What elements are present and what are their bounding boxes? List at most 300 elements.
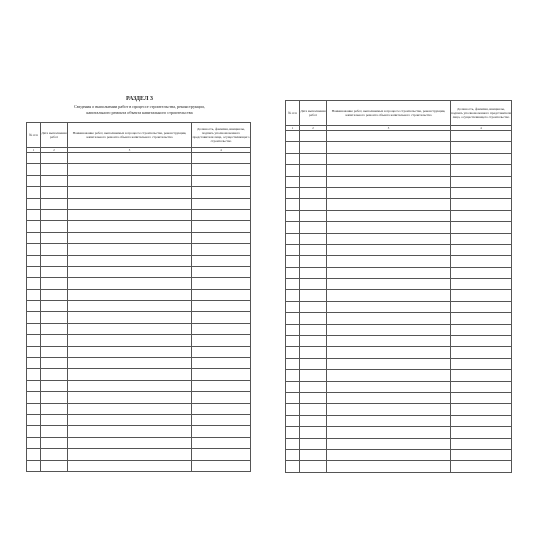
table-cell: [192, 346, 251, 357]
table-cell: [27, 255, 41, 266]
table-cell: [68, 198, 192, 209]
table-cell: [327, 244, 451, 255]
table-cell: [41, 369, 68, 380]
table-row: [27, 392, 251, 403]
table-row: [286, 131, 512, 142]
table-cell: [41, 289, 68, 300]
table-cell: [327, 187, 451, 198]
table-cell: [192, 392, 251, 403]
table-row: [27, 209, 251, 220]
header-work-name: Наименование работ, выполняемых в процессе строительства, реконструкции, капитального ремонта объекта капитального строительства: [68, 123, 192, 148]
table-cell: [451, 244, 512, 255]
table-cell: [300, 153, 327, 164]
table-cell: [27, 449, 41, 460]
table-cell: [451, 461, 512, 472]
table-cell: [451, 142, 512, 153]
table-row: [286, 210, 512, 221]
table-cell: [286, 153, 300, 164]
table-cell: [192, 312, 251, 323]
table-cell: [192, 437, 251, 448]
table-cell: [286, 176, 300, 187]
table-cell: [192, 153, 251, 164]
table-cell: [451, 153, 512, 164]
table-cell: [27, 198, 41, 209]
table-cell: [300, 449, 327, 460]
table-cell: [327, 153, 451, 164]
table-row: [27, 198, 251, 209]
table-cell: [192, 266, 251, 277]
table-row: [286, 392, 512, 403]
table-cell: [41, 403, 68, 414]
table-cell: [27, 414, 41, 425]
table-cell: [192, 255, 251, 266]
table-cell: [300, 199, 327, 210]
table-cell: [300, 301, 327, 312]
table-cell: [300, 415, 327, 426]
table-cell: [27, 358, 41, 369]
table-cell: [327, 381, 451, 392]
table-row: [286, 165, 512, 176]
table-cell: [41, 335, 68, 346]
table-cell: [327, 404, 451, 415]
table-cell: [451, 176, 512, 187]
table-cell: [41, 164, 68, 175]
table-cell: [192, 380, 251, 391]
table-cell: [451, 267, 512, 278]
table-cell: [27, 403, 41, 414]
works-table-left: [26, 122, 251, 472]
table-row: [27, 358, 251, 369]
table-header-row: [286, 101, 512, 126]
table-cell: [300, 176, 327, 187]
table-row: [286, 233, 512, 244]
table-cell: [300, 131, 327, 142]
section-subtitle-line-2: капитального ремонта объекта капитального строительства: [86, 109, 193, 115]
table-cell: [41, 358, 68, 369]
table-row: [27, 437, 251, 448]
table-cell: [68, 289, 192, 300]
table-cell: [451, 131, 512, 142]
table-cell: [300, 461, 327, 472]
table-row: [286, 347, 512, 358]
table-cell: [41, 312, 68, 323]
table-cell: [451, 222, 512, 233]
table-cell: [68, 335, 192, 346]
table-cell: [68, 358, 192, 369]
table-cell: [286, 267, 300, 278]
table-cell: [41, 198, 68, 209]
table-cell: [300, 381, 327, 392]
table-cell: [41, 175, 68, 186]
table-cell: [327, 131, 451, 142]
table-cell: [192, 244, 251, 255]
table-cell: [451, 438, 512, 449]
table-row: [286, 142, 512, 153]
table-row: [27, 460, 251, 471]
table-row: [286, 279, 512, 290]
table-cell: [41, 266, 68, 277]
table-row: [27, 255, 251, 266]
table-cell: [300, 427, 327, 438]
table-cell: [68, 266, 192, 277]
table-cell: [451, 347, 512, 358]
table-cell: [286, 165, 300, 176]
table-cell: [327, 438, 451, 449]
table-cell: [327, 427, 451, 438]
table-cell: [327, 142, 451, 153]
table-cell: [41, 244, 68, 255]
table-cell: [286, 392, 300, 403]
table-row: [286, 244, 512, 255]
table-cell: [41, 153, 68, 164]
table-cell: [41, 392, 68, 403]
table-cell: [286, 210, 300, 221]
table-cell: [27, 380, 41, 391]
table-cell: [27, 426, 41, 437]
table-cell: [300, 210, 327, 221]
table-cell: [27, 335, 41, 346]
table-cell: [451, 165, 512, 176]
table-row: [286, 415, 512, 426]
table-cell: [27, 392, 41, 403]
table-row: [286, 404, 512, 415]
table-cell: [41, 278, 68, 289]
table-cell: [327, 301, 451, 312]
column-number: 2: [300, 126, 327, 131]
table-cell: [68, 426, 192, 437]
table-cell: [300, 290, 327, 301]
header-date: Дата выполнения работ: [41, 123, 68, 148]
table-cell: [327, 324, 451, 335]
table-cell: [68, 369, 192, 380]
table-cell: [192, 278, 251, 289]
table-cell: [27, 278, 41, 289]
table-cell: [192, 460, 251, 471]
table-cell: [68, 380, 192, 391]
header-signature: Должность, фамилия, инициалы, подпись уполномоченного представителя лица, осуществляющего строительство: [192, 123, 251, 148]
column-number: 3: [327, 126, 451, 131]
table-cell: [300, 324, 327, 335]
table-cell: [286, 222, 300, 233]
table-cell: [41, 346, 68, 357]
table-row: [27, 414, 251, 425]
table-row: [286, 199, 512, 210]
table-cell: [451, 256, 512, 267]
table-cell: [192, 289, 251, 300]
table-cell: [68, 403, 192, 414]
table-cell: [68, 346, 192, 357]
table-cell: [68, 209, 192, 220]
table-cell: [286, 404, 300, 415]
table-cell: [286, 233, 300, 244]
header-work-name: Наименование работ, выполняемых в процессе строительства, реконструкции, капитального ремонта объекта капитального строительства: [327, 101, 451, 126]
table-cell: [41, 437, 68, 448]
table-cell: [300, 313, 327, 324]
table-cell: [451, 301, 512, 312]
table-cell: [192, 358, 251, 369]
table-cell: [286, 244, 300, 255]
table-cell: [327, 199, 451, 210]
table-cell: [68, 221, 192, 232]
table-cell: [300, 347, 327, 358]
table-cell: [192, 335, 251, 346]
table-cell: [286, 142, 300, 153]
table-row: [27, 244, 251, 255]
table-cell: [41, 232, 68, 243]
table-cell: [327, 392, 451, 403]
journal-page-left: [22, 96, 257, 441]
table-cell: [327, 176, 451, 187]
journal-page-right: [283, 100, 514, 441]
table-cell: [451, 187, 512, 198]
column-number: 3: [68, 148, 192, 153]
table-cell: [327, 210, 451, 221]
table-cell: [41, 449, 68, 460]
table-cell: [27, 266, 41, 277]
table-cell: [300, 165, 327, 176]
section-title: РАЗДЕЛ 3: [126, 96, 153, 102]
table-cell: [192, 301, 251, 312]
table-row: [286, 427, 512, 438]
table-cell: [68, 278, 192, 289]
header-number: № п/п: [27, 123, 41, 148]
table-cell: [451, 449, 512, 460]
table-cell: [27, 437, 41, 448]
table-cell: [286, 347, 300, 358]
table-row: [286, 187, 512, 198]
table-cell: [451, 358, 512, 369]
table-cell: [286, 438, 300, 449]
table-cell: [451, 381, 512, 392]
table-cell: [68, 255, 192, 266]
table-cell: [27, 232, 41, 243]
table-cell: [286, 131, 300, 142]
table-cell: [192, 164, 251, 175]
table-row: [27, 380, 251, 391]
table-cell: [286, 313, 300, 324]
table-cell: [300, 142, 327, 153]
table-cell: [192, 198, 251, 209]
table-row: [286, 438, 512, 449]
table-cell: [27, 209, 41, 220]
table-row: [286, 381, 512, 392]
table-row: [27, 426, 251, 437]
table-cell: [27, 323, 41, 334]
table-cell: [192, 175, 251, 186]
table-cell: [300, 370, 327, 381]
table-cell: [300, 279, 327, 290]
table-cell: [68, 437, 192, 448]
table-cell: [327, 449, 451, 460]
table-row: [286, 449, 512, 460]
table-row: [27, 323, 251, 334]
table-row: [286, 336, 512, 347]
column-number: 2: [41, 148, 68, 153]
table-cell: [286, 279, 300, 290]
table-cell: [41, 323, 68, 334]
table-cell: [300, 358, 327, 369]
table-cell: [27, 244, 41, 255]
table-cell: [192, 323, 251, 334]
table-row: [27, 266, 251, 277]
table-cell: [41, 187, 68, 198]
table-row: [27, 403, 251, 414]
table-row: [286, 324, 512, 335]
table-cell: [451, 370, 512, 381]
table-cell: [300, 222, 327, 233]
table-cell: [327, 279, 451, 290]
table-cell: [41, 380, 68, 391]
table-row: [286, 313, 512, 324]
table-cell: [68, 460, 192, 471]
table-cell: [300, 233, 327, 244]
table-cell: [27, 460, 41, 471]
table-cell: [451, 336, 512, 347]
works-table-right: [285, 100, 512, 473]
table-row: [27, 221, 251, 232]
table-cell: [27, 369, 41, 380]
table-cell: [286, 336, 300, 347]
table-cell: [327, 336, 451, 347]
table-cell: [27, 187, 41, 198]
table-row: [27, 346, 251, 357]
table-cell: [192, 403, 251, 414]
table-cell: [68, 187, 192, 198]
table-cell: [286, 301, 300, 312]
table-row: [27, 187, 251, 198]
section-subtitle: [22, 104, 257, 115]
table-cell: [327, 165, 451, 176]
table-row: [27, 312, 251, 323]
table-cell: [68, 244, 192, 255]
table-header-row: [27, 123, 251, 148]
table-cell: [41, 414, 68, 425]
table-cell: [327, 256, 451, 267]
table-cell: [286, 415, 300, 426]
table-cell: [451, 415, 512, 426]
table-cell: [192, 449, 251, 460]
table-cell: [300, 404, 327, 415]
table-row: [27, 153, 251, 164]
header-number: № п/п: [286, 101, 300, 126]
table-cell: [68, 164, 192, 175]
table-cell: [286, 199, 300, 210]
table-cell: [68, 323, 192, 334]
table-cell: [286, 358, 300, 369]
table-cell: [300, 336, 327, 347]
table-cell: [327, 267, 451, 278]
table-cell: [451, 427, 512, 438]
table-cell: [27, 175, 41, 186]
table-cell: [192, 209, 251, 220]
header-date: Дата выполнения работ: [300, 101, 327, 126]
table-cell: [327, 313, 451, 324]
table-cell: [192, 187, 251, 198]
table-cell: [27, 312, 41, 323]
table-cell: [327, 290, 451, 301]
header-signature: Должность, фамилия, инициалы, подпись уполномоченного представителя лица, осуществляющего строительство: [451, 101, 512, 126]
table-cell: [327, 347, 451, 358]
table-cell: [300, 392, 327, 403]
table-cell: [192, 369, 251, 380]
table-cell: [41, 426, 68, 437]
table-cell: [68, 312, 192, 323]
table-cell: [286, 461, 300, 472]
table-row: [286, 301, 512, 312]
table-cell: [327, 415, 451, 426]
table-row: [286, 153, 512, 164]
table-cell: [451, 199, 512, 210]
table-row: [286, 176, 512, 187]
table-cell: [451, 404, 512, 415]
table-cell: [68, 449, 192, 460]
table-cell: [41, 255, 68, 266]
table-cell: [41, 301, 68, 312]
table-cell: [286, 427, 300, 438]
table-row: [27, 449, 251, 460]
table-cell: [286, 449, 300, 460]
table-cell: [286, 370, 300, 381]
table-cell: [286, 290, 300, 301]
column-number: 4: [451, 126, 512, 131]
table-cell: [451, 279, 512, 290]
table-cell: [451, 313, 512, 324]
table-cell: [41, 209, 68, 220]
table-cell: [27, 289, 41, 300]
table-cell: [27, 153, 41, 164]
table-cell: [68, 153, 192, 164]
table-cell: [300, 244, 327, 255]
table-cell: [300, 267, 327, 278]
table-cell: [451, 324, 512, 335]
table-cell: [286, 324, 300, 335]
table-cell: [68, 232, 192, 243]
table-cell: [192, 426, 251, 437]
table-row: [286, 461, 512, 472]
table-cell: [451, 233, 512, 244]
column-number: 1: [286, 126, 300, 131]
table-cell: [192, 232, 251, 243]
table-row: [286, 267, 512, 278]
table-cell: [327, 358, 451, 369]
table-cell: [327, 461, 451, 472]
table-cell: [451, 290, 512, 301]
table-cell: [327, 370, 451, 381]
table-row: [286, 370, 512, 381]
table-cell: [192, 221, 251, 232]
table-cell: [68, 175, 192, 186]
table-cell: [300, 438, 327, 449]
table-row: [27, 335, 251, 346]
table-cell: [327, 222, 451, 233]
table-cell: [451, 210, 512, 221]
table-row: [27, 369, 251, 380]
table-cell: [327, 233, 451, 244]
table-row: [27, 232, 251, 243]
table-row: [286, 256, 512, 267]
table-row: [286, 222, 512, 233]
table-cell: [27, 346, 41, 357]
table-row: [27, 164, 251, 175]
table-row: [27, 289, 251, 300]
column-number: 4: [192, 148, 251, 153]
table-cell: [286, 381, 300, 392]
table-cell: [27, 164, 41, 175]
table-row: [286, 358, 512, 369]
table-cell: [68, 392, 192, 403]
table-cell: [27, 301, 41, 312]
table-cell: [41, 460, 68, 471]
